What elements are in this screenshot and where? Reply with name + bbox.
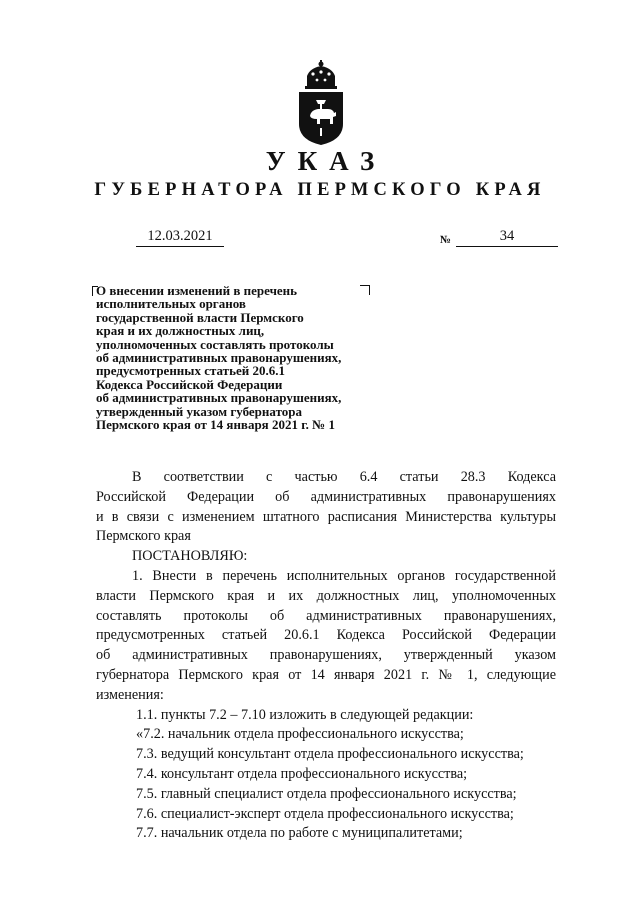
number-label: № [440, 234, 452, 246]
decree-date: 12.03.2021 [136, 228, 224, 247]
heading-line: об административных правонарушениях, [96, 350, 342, 366]
heading-line: Пермского края от 14 января 2021 г. № 1 [96, 417, 335, 433]
item1-line: власти Пермского края и их должностных лиц, уполномоченных [96, 587, 556, 604]
point-line: 7.7. начальник отдела по работе с муниципалитетами; [136, 825, 463, 842]
point-line: 7.3. ведущий консультант отдела профессионального искусства; [136, 746, 524, 763]
decree-number: 34 [456, 228, 558, 247]
heading-line: об административных правонарушениях, [96, 390, 342, 406]
decree-word: ПОСТАНОВЛЯЮ: [132, 548, 248, 565]
preamble-line: Российской Федерации об административных правонарушениях [96, 488, 556, 505]
heading-line: предусмотренных статьей 20.6.1 [96, 363, 285, 379]
heading-line: утвержденный указом губернатора [96, 403, 303, 419]
heading-line: края и их должностных лиц, [96, 323, 265, 339]
heading-line: исполнительных органов [96, 296, 246, 312]
decree-body [96, 468, 556, 844]
item1-line: 1. Внести в перечень исполнительных органов государственной [132, 567, 556, 584]
subitem-line: 1.1. пункты 7.2 – 7.10 изложить в следующей редакции: [136, 706, 474, 723]
point-line: 7.5. главный специалист отдела профессионального искусства; [136, 785, 517, 802]
point-line: «7.2. начальник отдела профессионального искусства; [136, 726, 464, 743]
preamble-line: и в связи с изменением штатного расписания Министерства культуры [96, 508, 556, 525]
item1-line: изменения: [96, 686, 164, 703]
item1-line: об административных правонарушениях, утвержденный указом [96, 647, 556, 664]
point-line: 7.6. специалист-эксперт отдела профессионального искусства; [136, 805, 514, 822]
item1-line: губернатора Пермского края от 14 января 2021 г. № 1, следующие [96, 666, 556, 683]
item1-line: составлять протоколы об административных правонарушениях, [96, 607, 556, 624]
heading-line: уполномоченных составлять протоколы [96, 336, 334, 352]
perm-krai-coat-of-arms-icon [296, 60, 346, 146]
preamble-line: В соответствии с частью 6.4 статьи 28.3 Кодекса [132, 469, 556, 485]
heading-line: О внесении изменений в перечень [96, 283, 298, 298]
document-subtitle: ГУБЕРНАТОРА ПЕРМСКОГО КРАЯ [94, 180, 546, 200]
heading-line: Кодекса Российской Федерации [96, 376, 283, 392]
item1-line: предусмотренных статьей 20.6.1 Кодекса Российской Федерации [96, 627, 556, 644]
document-title: УКАЗ [265, 146, 387, 176]
preamble-line: Пермского края [96, 528, 191, 545]
heading-line: государственной власти Пермского [96, 309, 304, 325]
point-line: 7.4. консультант отдела профессионального искусства; [136, 765, 468, 782]
decree-heading [96, 284, 396, 431]
